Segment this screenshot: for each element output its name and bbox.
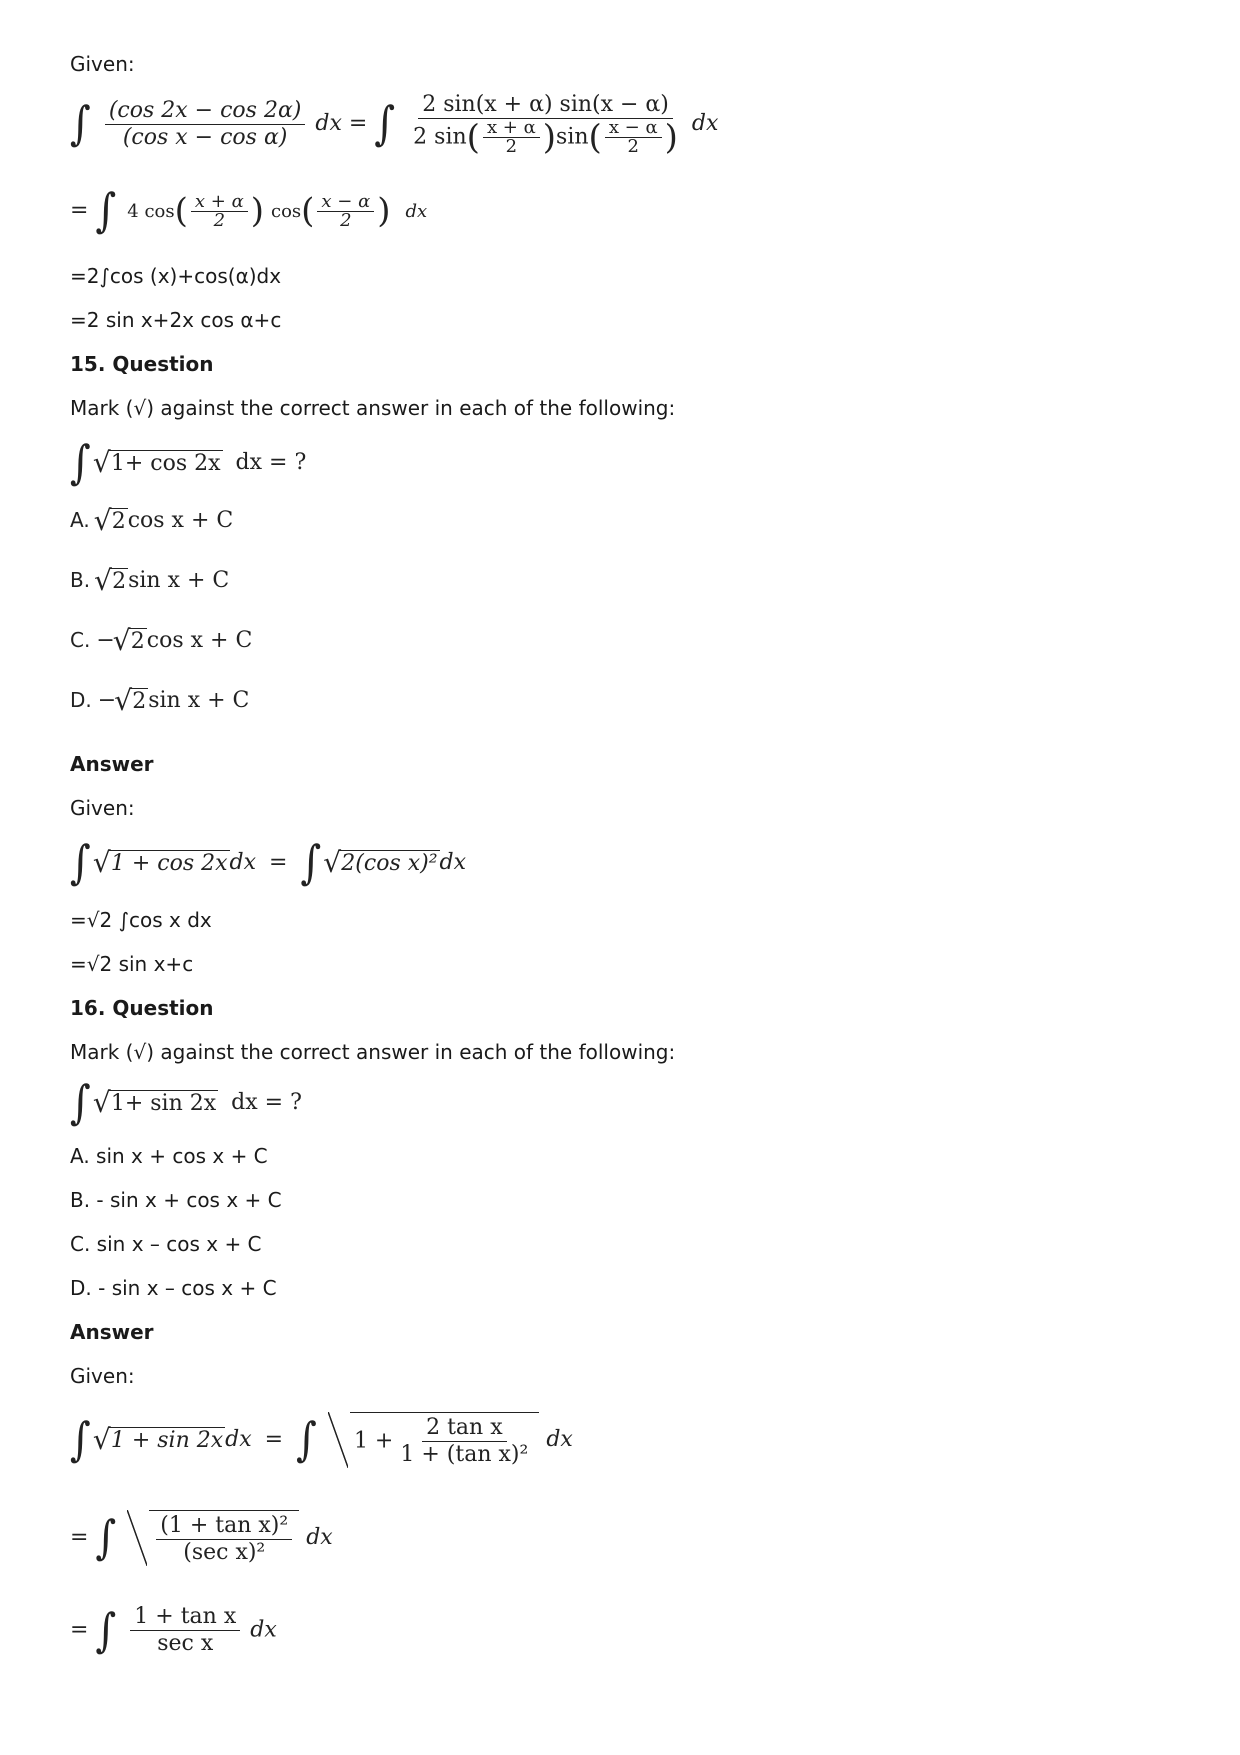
option-16-c[interactable]: C. sin x – cos x + C — [70, 1232, 262, 1256]
given-label-1: Given: — [70, 52, 135, 76]
equation-14-line-2: = ∫ 4 cos( $\frac{x + \alpha}{2}$ ) cos( $\frac{x - \alpha}{2}$ ) dx — [70, 184, 428, 238]
working-line-3: =2∫cos (x)+cos(α)dx — [70, 264, 282, 288]
option-15-c[interactable]: C. −√ 2cos x + C — [70, 628, 252, 654]
question-16-prompt: Mark (√) against the correct answer in each of the following: — [70, 1040, 676, 1064]
question-15-integral: ∫√ 1+ cos 2x dx = ? — [70, 440, 306, 486]
answer-16-label: Answer — [70, 1320, 154, 1344]
option-16-a[interactable]: A. sin x + cos x + C — [70, 1144, 268, 1168]
answer-16-equation-3: = ∫ $\frac{\text{1 + tan x}}{\text{sec x}}$ dx — [70, 1604, 277, 1657]
option-16-d[interactable]: D. - sin x – cos x + C — [70, 1276, 277, 1300]
answer-15-line-2: =√2 sin x+c — [70, 952, 194, 976]
equation-14-line-1: ∫ $\frac{(\cos 2x - \cos 2\alpha)}{\text{(cos x − cos α)}}$ dx = ∫ 2 sin(x + α) sin(x − α) 2 sin( $\frac{x + \alpha}{2}$ )sin( $\frac{x - \alpha}{2}$ ) dx — [70, 92, 719, 158]
question-16-title: 16. Question — [70, 996, 214, 1020]
option-15-d[interactable]: D. −√ 2sin x + C — [70, 688, 249, 714]
answer-15-line-1: =√2 ∫cos x dx — [70, 908, 212, 932]
answer-16-equation-1: ∫√ 1 + sin 2xdx = ∫ 1 + $\frac{\text{2 tan x}}{\text{1 + (tan x)²}}$ dx — [70, 1412, 573, 1468]
given-15-label: Given: — [70, 796, 135, 820]
question-15-title: 15. Question — [70, 352, 214, 376]
answer-16-equation-2: = ∫ $\frac{\text{(1 + tan x)²}}{\text{(sec x)²}}$ dx — [70, 1511, 333, 1565]
given-16-label: Given: — [70, 1364, 135, 1388]
option-15-a[interactable]: A.√ 2cos x + C — [70, 508, 233, 534]
option-15-b[interactable]: B.√ 2sin x + C — [70, 568, 229, 594]
working-line-4: =2 sin x+2x cos α+c — [70, 308, 282, 332]
question-15-prompt: Mark (√) against the correct answer in each of the following: — [70, 396, 676, 420]
answer-15-equation: ∫√ 1 + cos 2xdx = ∫√ 2(cos x)²dx — [70, 840, 466, 886]
option-16-b[interactable]: B. - sin x + cos x + C — [70, 1188, 282, 1212]
answer-15-label: Answer — [70, 752, 154, 776]
question-16-integral: ∫√ 1+ sin 2x dx = ? — [70, 1080, 302, 1126]
